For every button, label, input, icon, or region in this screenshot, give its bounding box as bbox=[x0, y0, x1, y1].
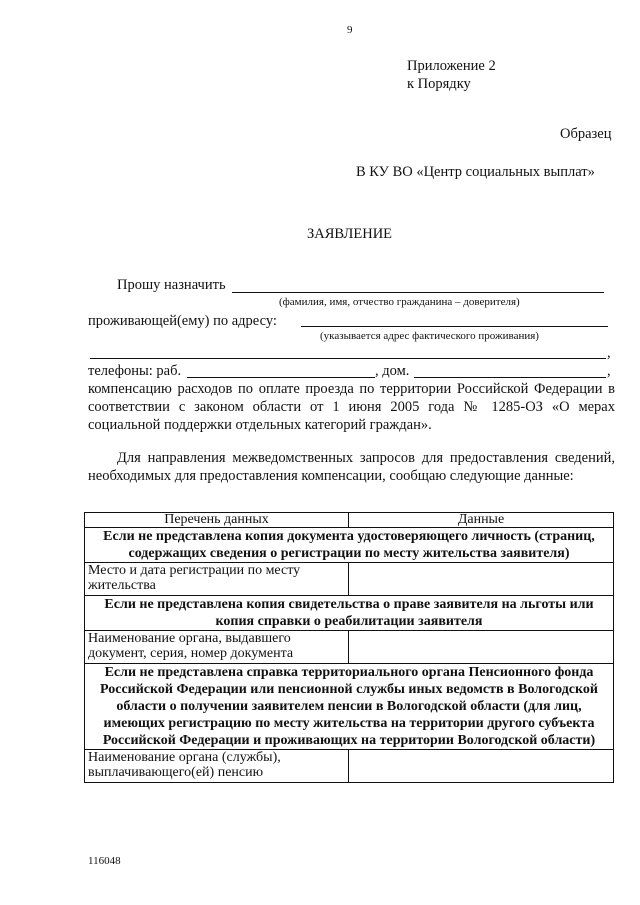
row-value-pension-service[interactable] bbox=[349, 750, 614, 783]
table-header-data: Данные bbox=[349, 513, 614, 528]
section-pension-certificate: Если не представлена справка территориального органа Пенсионного фонда Российской Федерации или пенсионной службы иных ведомств в Вологодской области о получении заявителем пенсии в Вологодской области (для лиц, имеющих регистрацию по месту жительства на территории другого субъекта Российской Федерации и проживающих на территории Вологодской области) bbox=[85, 664, 614, 750]
row-label-pension-service: Наименование органа (службы), выплачивающего(ей) пенсию bbox=[85, 750, 349, 783]
paragraph-requests: Для направления межведомственных запросов для предоставления сведений, необходимых для предоставления компенсации, сообщаю следующие данные: bbox=[88, 450, 615, 484]
comma-2: , bbox=[607, 363, 611, 379]
appendix-line-2: к Порядку bbox=[407, 76, 471, 92]
section-benefits-certificate: Если не представлена копия свидетельства о праве заявителя на льготы или копия справки о реабилитации заявителя bbox=[85, 596, 614, 631]
request-label: Прошу назначить bbox=[117, 277, 226, 293]
phones-label: телефоны: раб. bbox=[88, 363, 182, 379]
page-number: 9 bbox=[347, 24, 353, 36]
addressee: В КУ ВО «Центр социальных выплат» bbox=[356, 164, 595, 180]
address-label: проживающей(ему) по адресу: bbox=[88, 313, 277, 329]
name-caption: (фамилия, имя, отчество гражданина – доверителя) bbox=[279, 296, 520, 308]
address-continuation-line[interactable] bbox=[90, 358, 606, 359]
sample-label: Образец bbox=[560, 126, 612, 142]
address-caption: (указывается адрес фактического проживания) bbox=[320, 330, 539, 342]
table-header-list: Перечень данных bbox=[85, 513, 349, 528]
home-phone-label: , дом. bbox=[375, 363, 410, 379]
data-table bbox=[84, 512, 614, 783]
table-section-row bbox=[85, 664, 614, 750]
table-section-row bbox=[85, 596, 614, 631]
table-header-row bbox=[85, 513, 614, 528]
table-section-row bbox=[85, 528, 614, 563]
paragraph-compensation: компенсацию расходов по оплате проезда по территории Российской Федерации в соответствии с законом области от 1 июня 2005 года № 1285-ОЗ «О мерах социальной поддержки отдельных категорий граждан». bbox=[88, 381, 615, 433]
address-input-line[interactable] bbox=[301, 326, 608, 327]
row-value-issuing-authority[interactable] bbox=[349, 631, 614, 664]
row-label-issuing-authority: Наименование органа, выдавшего документ, серия, номер документа bbox=[85, 631, 349, 664]
footer-code: 116048 bbox=[88, 855, 121, 867]
comma-1: , bbox=[607, 345, 611, 361]
row-value-registration[interactable] bbox=[349, 563, 614, 596]
table-row bbox=[85, 631, 614, 664]
table-row bbox=[85, 750, 614, 783]
section-identity-document: Если не представлена копия документа удостоверяющего личность (страниц, содержащих сведения о регистрации по месту жительства заявителя) bbox=[85, 528, 614, 563]
appendix-line-1: Приложение 2 bbox=[407, 58, 496, 74]
work-phone-line[interactable] bbox=[187, 377, 375, 378]
home-phone-line[interactable] bbox=[414, 377, 606, 378]
table-row bbox=[85, 563, 614, 596]
document-title: ЗАЯВЛЕНИЕ bbox=[307, 226, 393, 242]
row-label-registration: Место и дата регистрации по месту жительства bbox=[85, 563, 349, 596]
name-input-line[interactable] bbox=[232, 292, 604, 293]
